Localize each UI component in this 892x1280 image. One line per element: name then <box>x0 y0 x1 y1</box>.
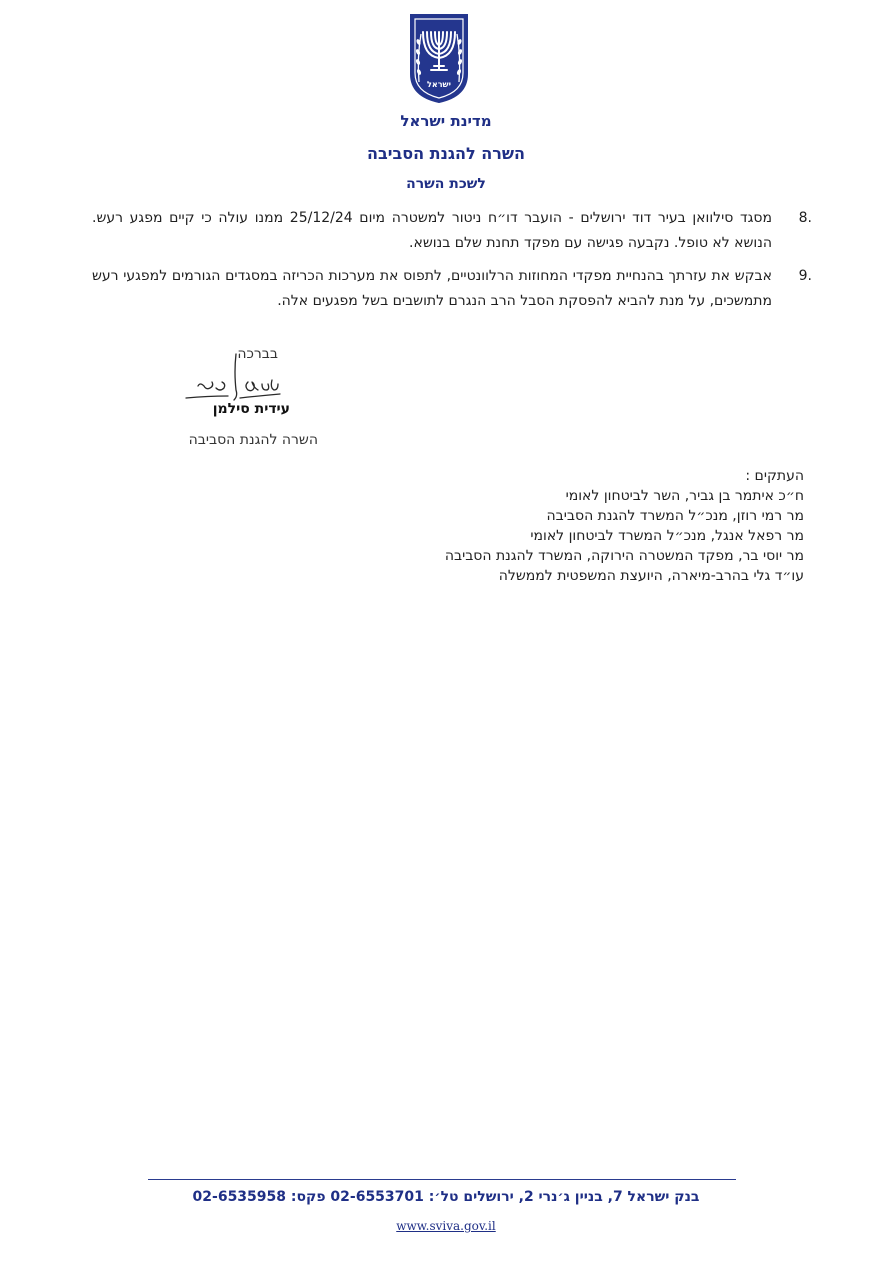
closing-greeting: בברכה <box>237 346 278 362</box>
paragraph-number: 9. <box>798 268 812 284</box>
signer-name: עידית סילמן <box>212 401 290 417</box>
copy-recipient: עו״ד גלי בהרב-מיארה, היועצת המשפטית לממשלה <box>498 568 804 584</box>
footer-divider <box>148 1179 736 1180</box>
copies-section <box>445 466 804 586</box>
paragraph-text: אבקש את עזרתך בהנחיית מפקדי המחוזות הרלוונטיים, לתפוס את מערכות הכריזה במסגדים הגורמים למפגעי רעש מתמשכים, על מנת להביא להפסקת הסבל הרב הנגרם לתושבים בשל מפגעים אלה. <box>92 268 772 309</box>
paragraph-text: מסגד סילוואן בעיר דוד ירושלים - הועבר דו״ח ניטור למשטרה מיום 25/12/24 ממנו עולה כי קיים מפגע רעש. הנושא לא טופל. נקבעה פגישה עם מפקד תחנת שלם בנושא. <box>92 210 772 251</box>
copies-list <box>445 486 804 586</box>
footer-address: בנק ישראל 7, בניין ג׳נרי 2, ירושלים טל׳: 02-6553701 פקס: 02-6535958 <box>192 1189 700 1205</box>
office-name: לשכת השרה <box>406 176 486 192</box>
ministry-name: השרה להגנת הסביבה <box>367 144 525 163</box>
paragraph-8 <box>92 206 812 256</box>
copy-recipient: מר יוסי בר, מפקד המשטרה הירוקה, המשרד להגנת הסביבה <box>444 548 804 564</box>
footer-website-link[interactable]: www.sviva.gov.il <box>396 1219 496 1233</box>
signature-block <box>160 346 330 456</box>
copies-label: העתקים : <box>745 468 804 484</box>
israel-emblem-menorah-icon <box>408 12 470 104</box>
paragraph-9 <box>92 264 812 314</box>
paragraph-number: 8. <box>798 210 812 226</box>
state-name: מדינת ישראל <box>400 112 492 130</box>
signer-title: השרה להגנת הסביבה <box>188 432 318 448</box>
copy-recipient: מר רפאל אנגל, מנכ״ל המשרד לביטחון לאומי <box>530 528 804 544</box>
emblem-text: ישראל <box>427 80 451 89</box>
copy-recipient: ח״כ איתמר בן גביר, השר לביטחון לאומי <box>565 488 804 504</box>
copy-recipient: מר רמי רוזן, מנכ״ל המשרד להגנת הסביבה <box>546 508 804 524</box>
